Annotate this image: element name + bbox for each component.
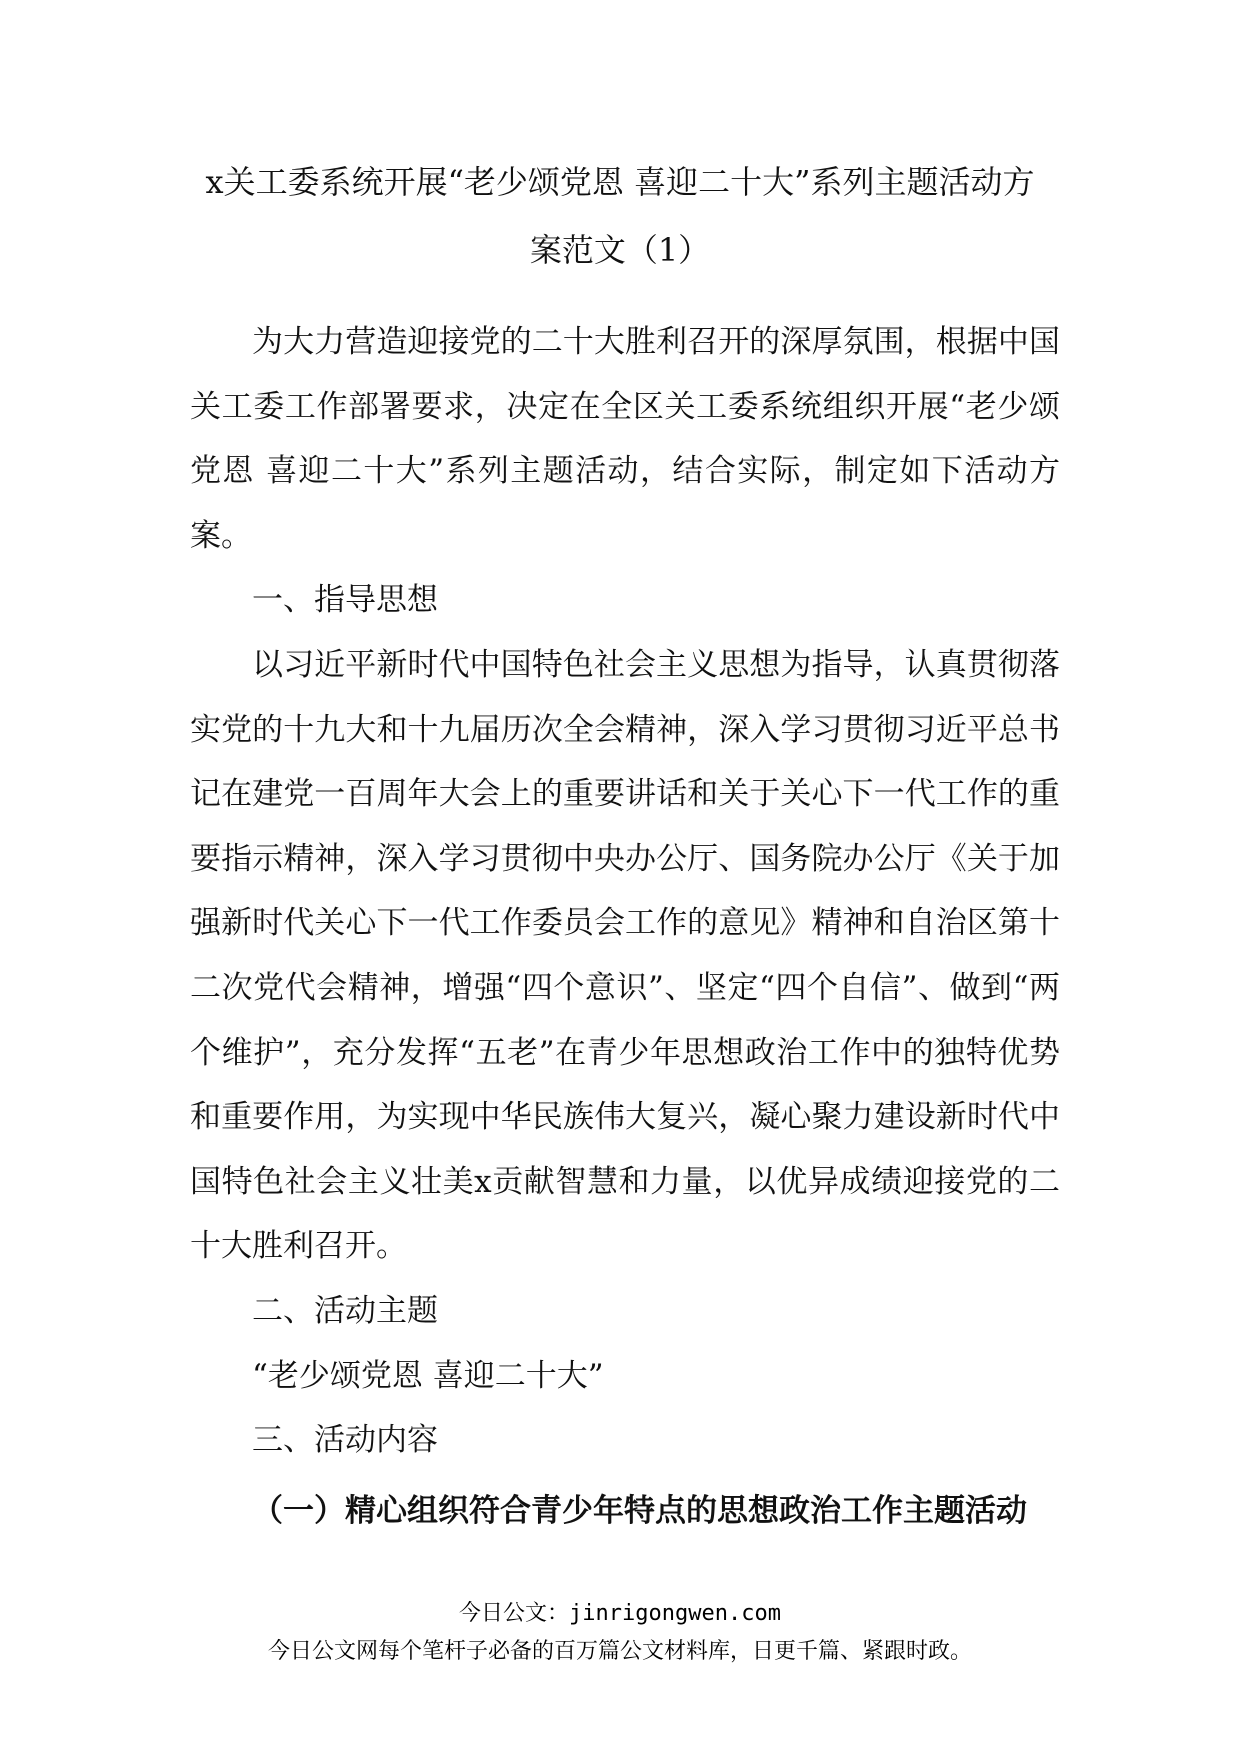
section-heading-activity-theme: 二、活动主题 bbox=[252, 1292, 438, 1329]
subsection-heading-1: （一）精心组织符合青少年特点的思想政治工作主题活动 bbox=[252, 1492, 1027, 1529]
document-title-line-1: x关工委系统开展“老少颂党恩 喜迎二十大”系列主题活动方 bbox=[205, 163, 1035, 201]
footer-tagline: 今日公文网每个笔杆子必备的百万篇公文材料库，日更千篇、紧跟时政。 bbox=[267, 1639, 972, 1664]
guiding-ideology-paragraph: 以习近平新时代中国特色社会主义思想为指导，认真贯彻落实党的十九大和十九届历次全会精神，深入学习贯彻习近平总书记在建党一百周年大会上的重要讲话和关于关心下一代工作的重要指示精神，深入学习贯彻中央办公厅、国务院办公厅《关于加强新时代关心下一代工作委员会工作的意见》精神和自治区第十二次党代会精神，增强“四个意识”、坚定“四个自信”、做到“两个维护”，充分发挥“五老”在青少年思想政治工作中的独特优势和重要作用，为实现中华民族伟大复兴，凝心聚力建设新时代中国特色社会主义壮美x贡献智慧和力量，以优异成绩迎接党的二十大胜利召开。 bbox=[190, 646, 1060, 1265]
footer-site-line bbox=[0, 1596, 1240, 1627]
intro-paragraph: 为大力营造迎接党的二十大胜利召开的深厚氛围，根据中国关工委工作部署要求，决定在全区关工委系统组织开展“老少颂党恩 喜迎二十大”系列主题活动，结合实际，制定如下活动方案。 bbox=[190, 324, 1060, 554]
document-title-line-2: 案范文（1） bbox=[529, 231, 711, 269]
section-heading-activity-content: 三、活动内容 bbox=[252, 1422, 438, 1459]
footer-site-label: 今日公文： bbox=[459, 1601, 570, 1626]
document-body bbox=[190, 310, 1060, 1543]
footer-site-url: jinrigongwen.com bbox=[569, 1601, 781, 1626]
activity-theme-text: “老少颂党恩 喜迎二十大” bbox=[252, 1357, 604, 1394]
section-heading-guiding-ideology: 一、指导思想 bbox=[252, 582, 438, 619]
